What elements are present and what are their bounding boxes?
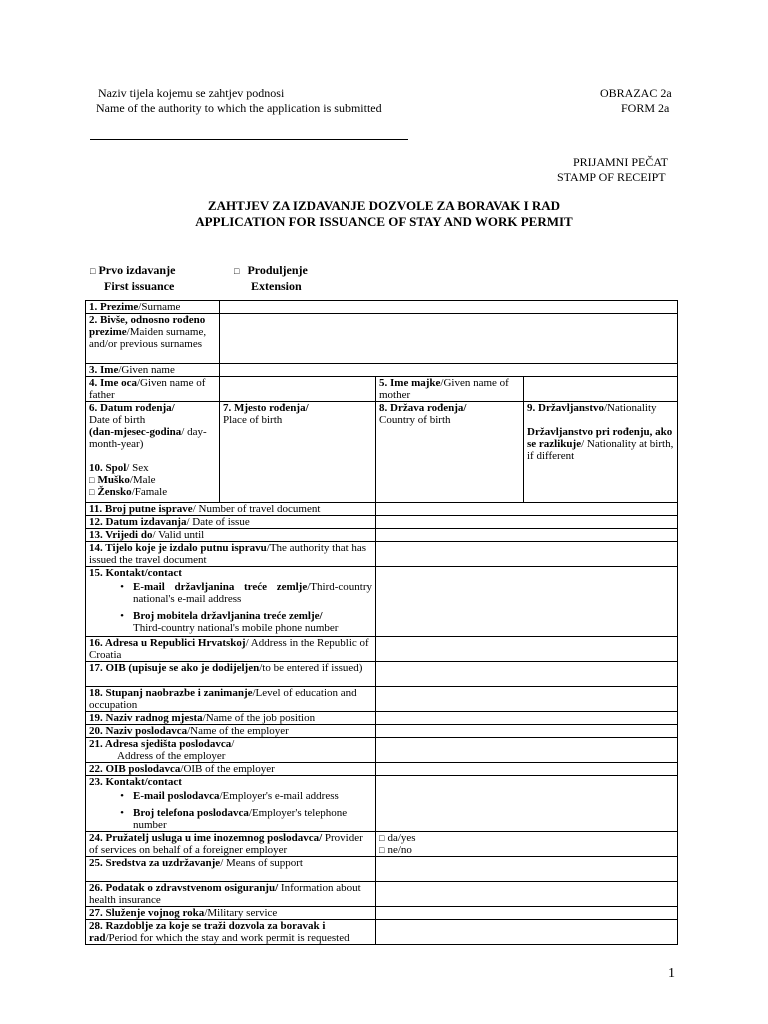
label-means-of-support: 25. Sredstva za uzdržavanje/ Means of support	[86, 857, 376, 882]
input-permit-period[interactable]	[376, 920, 678, 945]
option-first-label-hr: Prvo izdavanje	[98, 263, 176, 277]
row-parents	[86, 377, 678, 402]
input-father-name[interactable]	[220, 377, 376, 402]
row-surname	[86, 301, 678, 314]
input-surname[interactable]	[220, 301, 678, 314]
label-education: 18. Stupanj naobrazbe i zanimanje/Level of education and occupation	[86, 687, 376, 712]
option-first-label-en: First issuance	[104, 279, 175, 293]
input-education[interactable]	[376, 687, 678, 712]
label-employer-phone: • Broj telefona poslodavca/Employer's telephone number	[120, 807, 348, 831]
row-given-name	[86, 364, 678, 377]
checkbox-first-issuance[interactable]: □	[90, 266, 96, 276]
input-given-name[interactable]	[220, 364, 678, 377]
input-job-position[interactable]	[376, 712, 678, 725]
input-address-croatia[interactable]	[376, 637, 678, 662]
option-female[interactable]: □ Žensko/Famale	[89, 486, 168, 498]
checkbox-female[interactable]: □	[89, 487, 95, 497]
row-date-of-issue	[86, 516, 678, 529]
label-service-provider: 24. Pružatelj usluga u ime inozemnog poslodavca/ Provider of services on behalf of a foreigner employer	[86, 832, 376, 857]
option-male[interactable]: □ Muško/Male	[89, 474, 156, 486]
label-oib: 17. OIB (upisuje se ako je dodijeljen/to be entered if issued)	[86, 662, 376, 687]
row-address-croatia	[86, 637, 678, 662]
row-contact	[86, 567, 678, 637]
title-hr: ZAHTJEV ZA IZDAVANJE DOZVOLE ZA BORAVAK I RAD	[207, 198, 561, 213]
label-employer-oib: 22. OIB poslodavca/OIB of the employer	[86, 763, 376, 776]
label-maiden-name: 2. Bivše, odnosno rođeno prezime/Maiden surname, and/or previous surnames	[86, 314, 220, 364]
row-job-position	[86, 712, 678, 725]
option-ext-label-en: Extension	[251, 279, 302, 293]
input-mother-name[interactable]	[524, 377, 678, 402]
label-mother-name: 5. Ime majke/Given name of mother	[376, 377, 524, 402]
label-employer-contact: 23. Kontakt/contact • E-mail poslodavca/Employer's e-mail address • Broj telefona poslodavca/Employer's telephone number	[86, 776, 376, 832]
input-travel-doc-number[interactable]	[376, 503, 678, 516]
row-health-insurance	[86, 882, 678, 907]
input-means-of-support[interactable]	[376, 857, 678, 882]
input-date-of-issue[interactable]	[376, 516, 678, 529]
label-issuing-authority: 14. Tijelo koje je izdalo putnu ispravu/The authority that has issued the travel document	[86, 542, 376, 567]
input-oib[interactable]	[376, 662, 678, 687]
label-travel-doc-number: 11. Broj putne isprave/ Number of travel document	[86, 503, 376, 516]
label-date-of-birth: 6. Datum rođenja/ Date of birth (dan-mjesec-godina/ day-month-year)	[89, 402, 207, 450]
row-oib	[86, 662, 678, 687]
row-issuing-authority	[86, 542, 678, 567]
authority-label-hr: Naziv tijela kojemu se zahtjev podnosi	[98, 86, 285, 100]
label-military-service: 27. Služenje vojnog roka/Military service	[86, 907, 376, 920]
row-employer-oib	[86, 763, 678, 776]
row-birth	[86, 402, 678, 503]
options-service-provider	[376, 832, 678, 857]
input-employer-name[interactable]	[376, 725, 678, 738]
stamp-label-hr: PRIJAMNI PEČAT	[573, 155, 669, 169]
input-employer-oib[interactable]	[376, 763, 678, 776]
checkbox-male[interactable]: □	[89, 475, 95, 485]
input-employer-contact[interactable]	[376, 776, 678, 832]
input-issuing-authority[interactable]	[376, 542, 678, 567]
option-extension[interactable]	[234, 263, 308, 294]
option-yes[interactable]: □ da/yes	[379, 832, 416, 844]
input-maiden-name[interactable]	[220, 314, 678, 364]
row-employer-name	[86, 725, 678, 738]
checkbox-no[interactable]: □	[379, 845, 385, 855]
label-employer-email: • E-mail poslodavca/Employer's e-mail address	[120, 790, 339, 802]
label-nationality-at-birth: Državljanstvo pri rođenju, ako se razlikuje/ Nationality at birth, if different	[527, 426, 674, 462]
label-valid-until: 13. Vrijedi do/ Valid until	[86, 529, 376, 542]
page-number: 1	[668, 966, 675, 981]
input-contact[interactable]	[376, 567, 678, 637]
cell-birth-date-sex	[86, 402, 220, 503]
row-travel-doc-number	[86, 503, 678, 516]
checkbox-yes[interactable]: □	[379, 833, 385, 843]
row-service-provider	[86, 832, 678, 857]
row-maiden-name	[86, 314, 678, 364]
option-first-issuance[interactable]	[90, 263, 175, 294]
label-nationality[interactable]: 9. Državljanstvo/Nationality Državljanstvo pri rođenju, ako se razlikuje/ Nationality at birth, if different	[524, 402, 678, 503]
checkbox-extension[interactable]: □	[234, 266, 240, 276]
label-employer-name: 20. Naziv poslodavca/Name of the employer	[86, 725, 376, 738]
label-country-of-birth[interactable]: 8. Država rođenja/ Country of birth	[376, 402, 524, 503]
label-permit-period: 28. Razdoblje za koje se traži dozvola za boravak i rad/Period for which the stay and work permit is requested	[86, 920, 376, 945]
label-tcn-email: • E-mail državljanina treće zemlje/Third-country national's e-mail address	[120, 581, 372, 605]
label-place-of-birth[interactable]: 7. Mjesto rođenja/ Place of birth	[220, 402, 376, 503]
label-contact: 15. Kontakt/contact • E-mail državljanina treće zemlje/Third-country national's e-mail address • Broj mobitela državljanina treće zemlje/ Third-country national's mobile phone number	[86, 567, 376, 637]
label-job-position: 19. Naziv radnog mjesta/Name of the job position	[86, 712, 376, 725]
row-means-of-support	[86, 857, 678, 882]
input-valid-until[interactable]	[376, 529, 678, 542]
label-health-insurance: 26. Podatak o zdravstvenom osiguranju/ Information about health insurance	[86, 882, 376, 907]
row-education	[86, 687, 678, 712]
input-health-insurance[interactable]	[376, 882, 678, 907]
form-number-en: FORM 2a	[621, 101, 670, 115]
label-employer-address: 21. Adresa sjedišta poslodavca/ Address of the employer	[86, 738, 376, 763]
label-tcn-mobile: • Broj mobitela državljanina treće zemlje/ Third-country national's mobile phone number	[120, 610, 339, 634]
authority-label-en: Name of the authority to which the application is submitted	[96, 101, 382, 115]
application-form-table	[85, 300, 678, 945]
row-permit-period	[86, 920, 678, 945]
input-employer-address[interactable]	[376, 738, 678, 763]
label-date-of-issue: 12. Datum izdavanja/ Date of issue	[86, 516, 376, 529]
authority-signature-line[interactable]	[90, 139, 408, 140]
label-father-name: 4. Ime oca/Given name of father	[86, 377, 220, 402]
input-military-service[interactable]	[376, 907, 678, 920]
form-number-hr: OBRAZAC 2a	[600, 86, 672, 100]
row-military-service	[86, 907, 678, 920]
row-valid-until	[86, 529, 678, 542]
label-address-croatia: 16. Adresa u Republici Hrvatskoj/ Address in the Republic of Croatia	[86, 637, 376, 662]
title-en: APPLICATION FOR ISSUANCE OF STAY AND WORK PERMIT	[195, 214, 573, 229]
option-no[interactable]: □ ne/no	[379, 844, 412, 856]
label-surname: 1. Prezime/Surname	[86, 301, 220, 314]
row-employer-address	[86, 738, 678, 763]
option-ext-label-hr: Produljenje	[247, 263, 308, 277]
stamp-label-en: STAMP OF RECEIPT	[557, 170, 666, 184]
row-employer-contact	[86, 776, 678, 832]
label-given-name: 3. Ime/Given name	[86, 364, 220, 377]
label-sex: 10. Spol/ Sex	[89, 462, 149, 474]
